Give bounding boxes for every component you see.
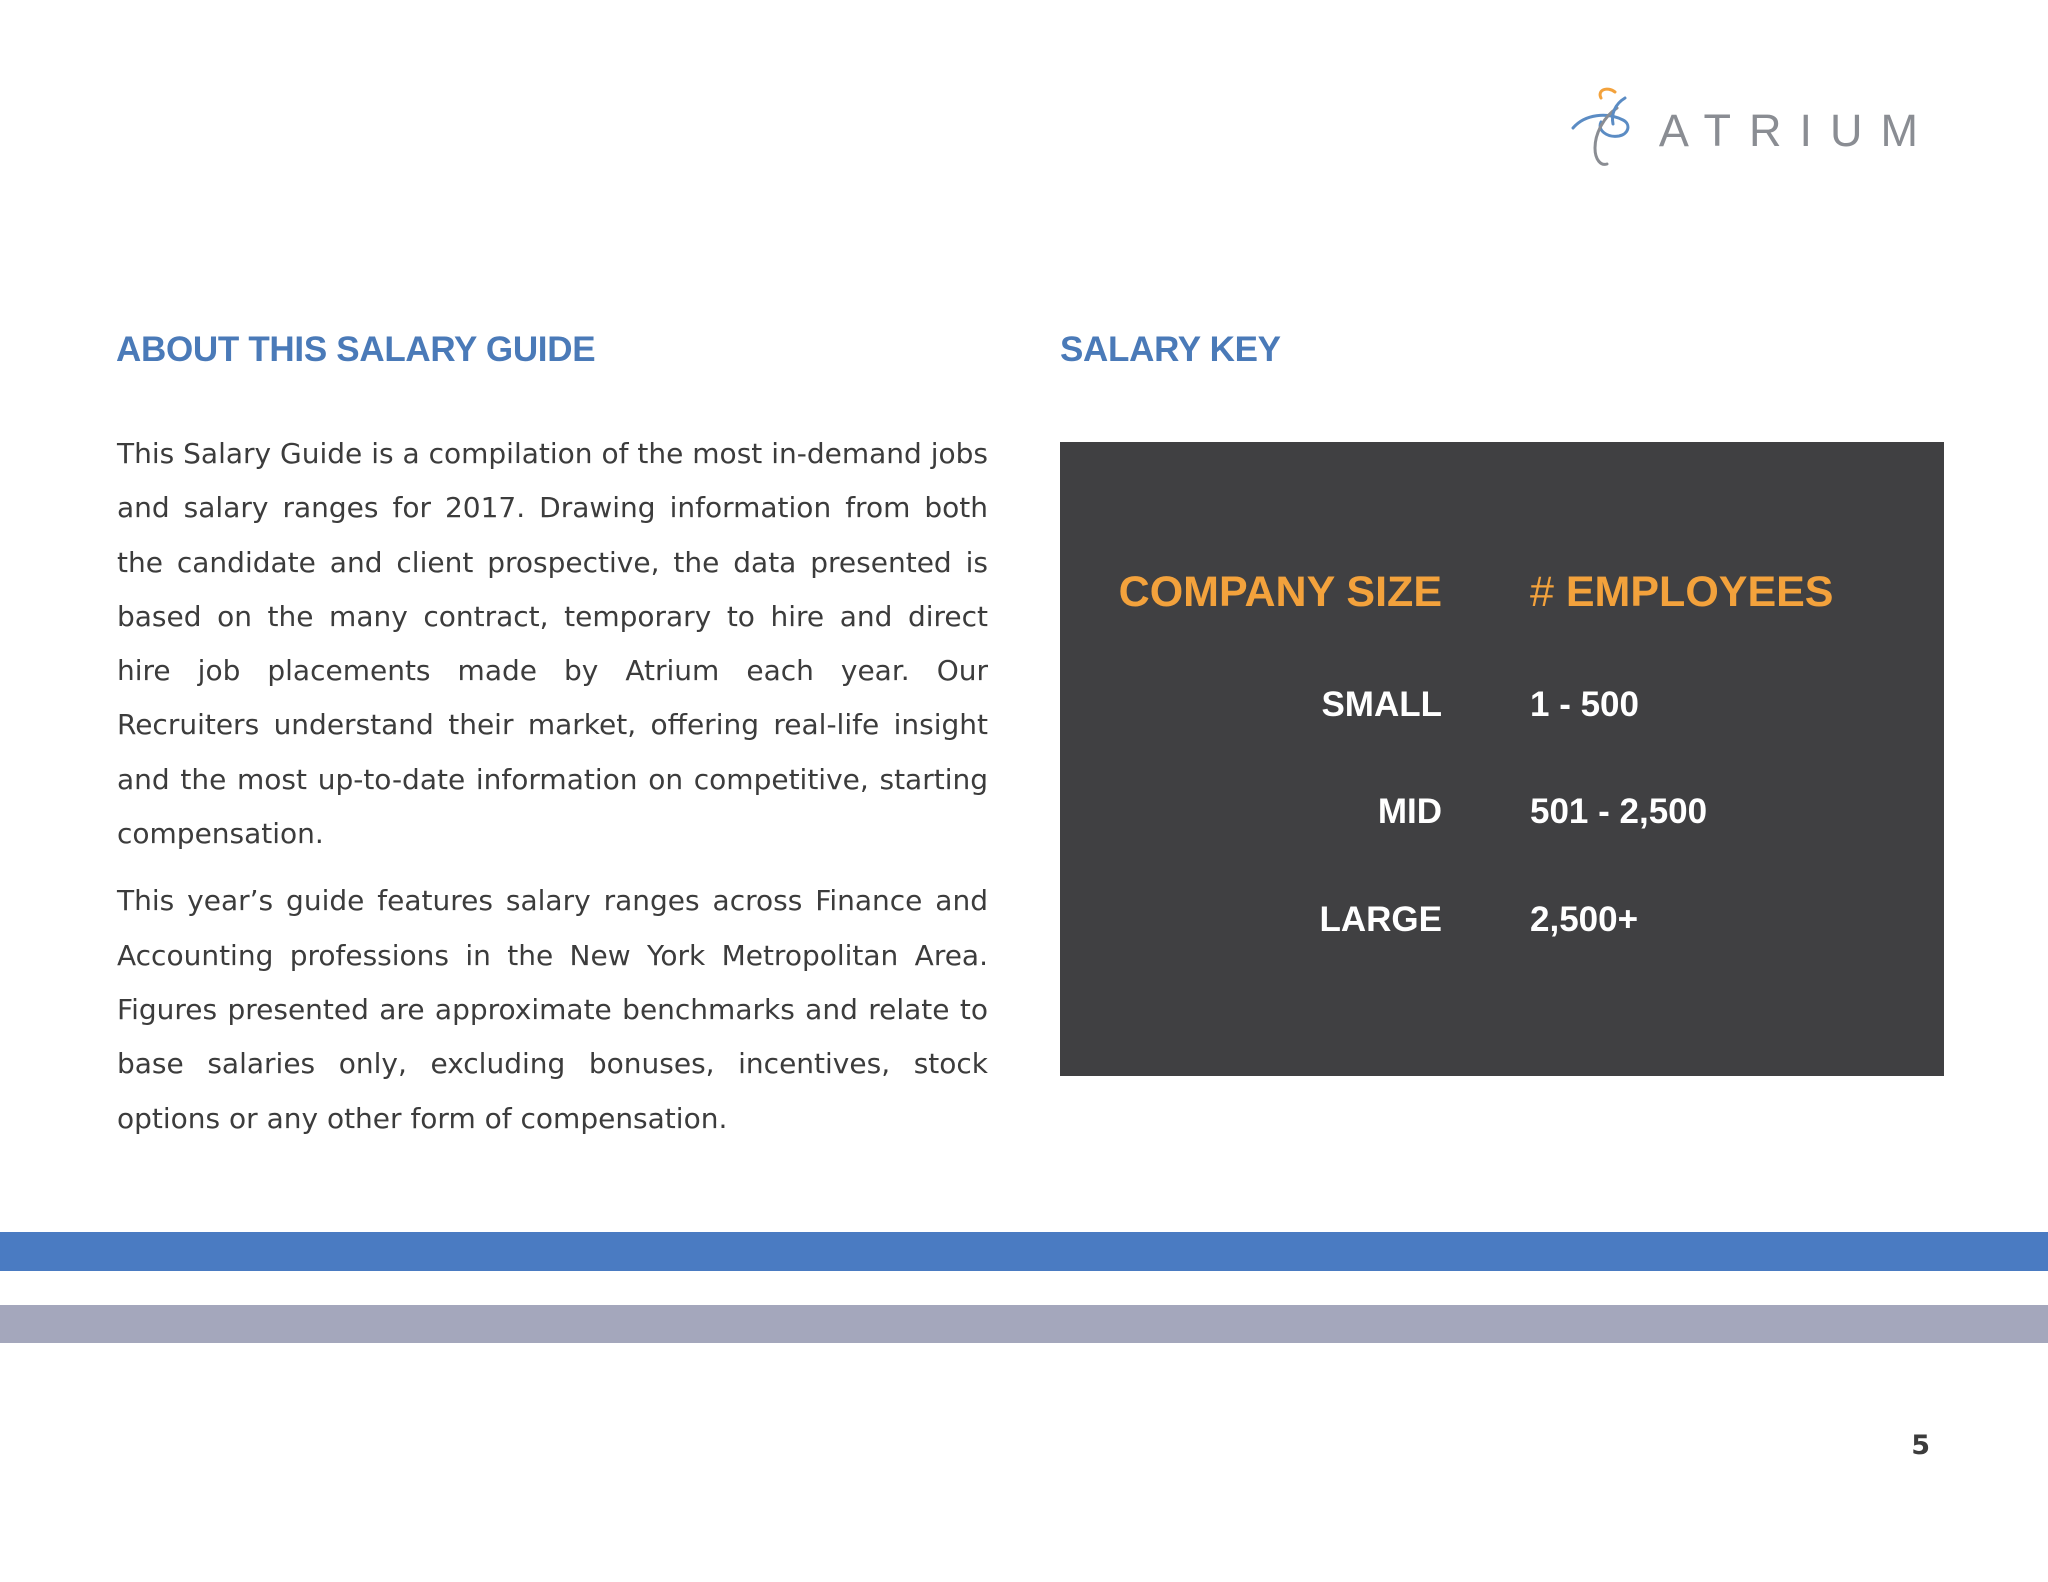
company-size-header: COMPANY SIZE [1118, 568, 1442, 616]
about-body [117, 427, 988, 1159]
size-cell: SMALL [1321, 685, 1442, 724]
employees-cell: 2,500+ [1530, 900, 1639, 939]
about-paragraph-1: This Salary Guide is a compilation of the most in-demand jobs and salary ranges for 2017. Drawing information from both the candidate and client prospective, the data presented is based on the many contract, temporary to hire and direct hire job placements made by Atrium each year. Our Recruiters understand their market, offering real-life insight and the most up-to-date information on competitive, starting compensation. [117, 437, 988, 851]
salary-key-table [1060, 442, 1944, 1076]
size-cell: LARGE [1319, 900, 1442, 939]
salary-key-heading: SALARY KEY [1060, 330, 1281, 369]
about-heading: ABOUT THIS SALARY GUIDE [116, 330, 596, 369]
size-cell: MID [1377, 792, 1442, 831]
employees-header-label: EMPLOYEES [1565, 568, 1834, 616]
atrium-logo [1567, 84, 1936, 170]
about-paragraph-2: This year’s guide features salary ranges across Finance and Accounting professions in the New York Metropolitan Area. Figures presented are approximate benchmarks and relate to base salaries only, excluding bonuses, incentives, stock options or any other form of compensation. [117, 884, 988, 1135]
employees-cell: 501 - 2,500 [1530, 792, 1708, 831]
employees-cell: 1 - 500 [1530, 685, 1639, 724]
employees-header [1530, 568, 1834, 617]
footer-band-gray [0, 1305, 2048, 1343]
atrium-wordmark: ATRIUM [1658, 105, 1936, 156]
hash-symbol: # [1530, 568, 1554, 616]
atrium-logo-icon [1567, 84, 1649, 170]
page-number: 5 [1911, 1430, 1930, 1461]
footer-band-blue [0, 1232, 2048, 1271]
